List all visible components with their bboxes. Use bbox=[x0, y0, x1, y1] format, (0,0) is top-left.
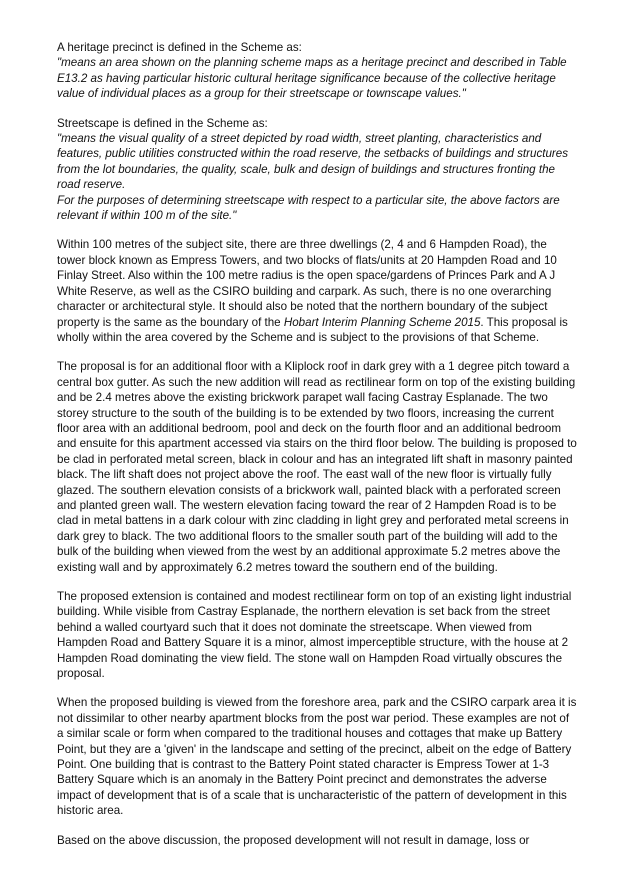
context-text-after: . This proposal is wholly within the area covered by the Scheme and is subject to the provisions of that Scheme. bbox=[57, 315, 568, 344]
proposal-paragraph: The proposal is for an additional floor with a Kliplock roof in dark grey with a 1 degree pitch toward a central box gutter. As such the new addition will read as rectilinear form on top of the existing building and be 2.4 metres above the existing brickwork parapet wall facing Castray Esplanade. The two storey structure to the south of the building is to be extended by two floors, increasing the current floor area with an additional bedroom, pool and deck on the fourth floor and an additional bedroom and ensuite for this apartment accessed via stairs on the third floor below. The building is proposed to be clad in perforated metal screen, black in colour and has an integrated lift shaft in masonry painted black. The lift shaft does not project above the roof. The east wall of the new floor is virtually fully glazed. The southern elevation consists of a brickwork wall, painted black with a perforated screen and planted green wall. The western elevation facing toward the rear of 2 Hampden Road is to be clad in metal battens in a dark colour with zinc cladding in light grey and perforated metal screens in dark grey to black. The two additional floors to the smaller south part of the building will add to the bulk of the building when viewed from the west by an additional approximate 5.2 metres above the existing wall and by approximately 6.2 metres toward the southern end of the building. bbox=[57, 360, 577, 574]
conclusion-paragraph: Based on the above discussion, the proposed development will not result in damage, loss or bbox=[57, 833, 530, 847]
scheme-title: Hobart Interim Planning Scheme 2015 bbox=[283, 315, 481, 329]
foreshore-paragraph: When the proposed building is viewed from the foreshore area, park and the CSIRO carpark area it is not dissimilar to other nearby apartment blocks from the post war period. These examples are not of a similar scale or form when compared to the traditional houses and cottages that make up Battery Point, but they are a 'given' in the landscape and setting of the precinct, albeit on the edge of Battery Point. One building that is contrast to the Battery Point stated character is Empress Tower at 1-3 Battery Square which is an anomaly in the Battery Point precinct and demonstrates the adverse impact of development that is of a scale that is uncharacteristic of the pattern of development in this historic area. bbox=[57, 696, 577, 818]
extension-paragraph: The proposed extension is contained and modest rectilinear form on top of an existing light industrial building. While visible from Castray Esplanade, the northern elevation is set back from the street behind a walled courtyard such that it does not dominate the streetscape. When viewed from Hampden Road and Battery Square it is a minor, almost imperceptible structure, with the house at 2 Hampden Road dominating the view field. The stone wall on Hampden Road virtually obscures the proposal. bbox=[57, 590, 572, 681]
context-paragraph bbox=[57, 237, 577, 345]
heritage-intro: A heritage precinct is defined in the Scheme as: bbox=[57, 41, 302, 54]
streetscape-quote-2: For the purposes of determining streetscape with respect to a particular site, the above factors are relevant if within 100 m of the site." bbox=[57, 193, 560, 223]
document-body bbox=[57, 40, 577, 848]
streetscape-intro: Streetscape is defined in the Scheme as: bbox=[57, 116, 268, 130]
heritage-quote: "means an area shown on the planning scheme maps as a heritage precinct and described in Table E13.2 as having particular historic cultural heritage significance because of the collective heritage value of individual places as a group for their streetscape or townscape values." bbox=[57, 56, 567, 101]
context-text-before: Within 100 metres of the subject site, there are three dwellings (2, 4 and 6 Hampden Road), the tower block known as Empress Towers, and two blocks of flats/units at 20 Hampden Road and 10 Finlay Street. Also within the 100 metre radius is the open space/gardens of Princes Park and A J White Reserve, as well as the CSIRO building and carpark. As such, there is no one overarching character or architectural style. It should also be noted that the northern boundary of the subject property is the same as the boundary of the bbox=[57, 238, 557, 329]
streetscape-quote-1: "means the visual quality of a street depicted by road width, street planting, characteristics and features, public utilities constructed within the road reserve, the setbacks of buildings and structures from the lot boundaries, the quality, scale, bulk and design of buildings and structures fronting the road reserve. bbox=[57, 132, 569, 192]
